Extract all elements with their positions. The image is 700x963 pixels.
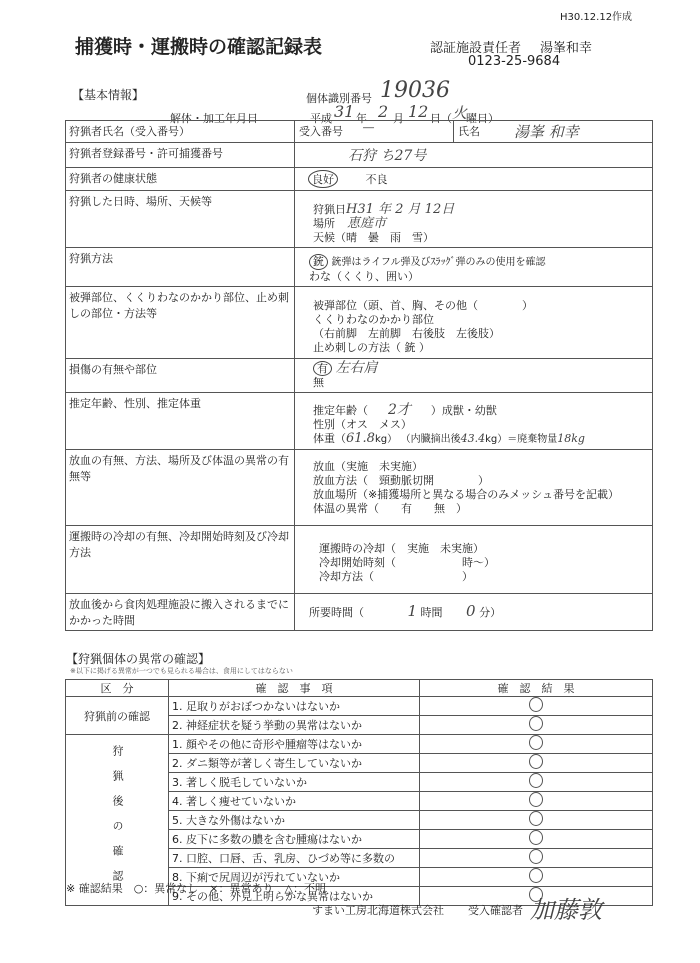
check-item: 8. 下痢で尻周辺が汚れていないか xyxy=(169,868,420,887)
check-item: 9. その他、外見上明らかな異常はないか xyxy=(169,887,420,906)
injury-value: 左右肩 xyxy=(335,360,378,376)
time-label: 放血後から食肉処理施設に搬入されるまでにかかった時間 xyxy=(66,594,295,631)
license-value: 石狩 ち27号 xyxy=(348,148,427,164)
time-h-unit: 時間 xyxy=(420,606,443,619)
body-temp: 体温の異常（ 有 無 ） xyxy=(313,502,467,515)
legend: ※ 確認結果 ○：異常なし ×：異常あり △：不明 xyxy=(66,882,326,895)
bleed-method: 放血方法（ 頸動脈切開 ） xyxy=(313,474,489,487)
receiver-signature: 加藤敦 xyxy=(530,896,602,924)
hit-label: 被弾部位、くくりわなのかかり部位、止め刺しの部位・方法等 xyxy=(66,287,295,359)
year-unit: 年 xyxy=(356,112,367,125)
finish-method: 止め刺しの方法（ 銃 ） xyxy=(313,341,430,354)
hunt-date-label: 狩猟日 xyxy=(313,203,346,216)
name-label: 氏名 xyxy=(453,121,502,142)
check-item: 7. 口腔、口唇、舌、乳房、ひづめ等に多数の xyxy=(169,849,420,868)
ok-mark-icon xyxy=(529,849,543,864)
place-value: 恵庭市 xyxy=(347,216,387,231)
phone: 0123-25-9684 xyxy=(468,54,561,69)
ok-mark-icon xyxy=(529,716,543,731)
ok-mark-icon xyxy=(529,811,543,826)
health-label: 狩猟者の健康状態 xyxy=(66,168,295,191)
ok-mark-icon xyxy=(529,830,543,845)
section-basic: 【基本情報】 xyxy=(72,88,145,102)
col-result: 確 認 結 果 xyxy=(420,680,653,697)
group-after: 狩猟後の確認 xyxy=(66,735,169,906)
check-item: 5. 大きな外傷はないか xyxy=(169,811,420,830)
place-label: 場所 xyxy=(313,217,335,230)
cool-method: 冷却方法（ ） xyxy=(319,570,473,583)
month-unit: 月 xyxy=(393,112,404,125)
weight-label: 体重（ xyxy=(313,432,346,445)
bleed-options: 実施 未実施） xyxy=(346,460,423,473)
time-m-unit: 分） xyxy=(479,606,502,619)
health-bad: 不良 xyxy=(365,173,388,186)
col-class: 区 分 xyxy=(66,680,169,697)
bleed-label-text: 放血（ xyxy=(313,460,346,473)
time-req: 所要時間（ xyxy=(309,606,364,619)
cool-label: 運搬時の冷却（ 実施 未実施） xyxy=(319,542,484,555)
time-minutes: 0 xyxy=(466,602,476,620)
license-label: 狩猟者登録番号・許可捕獲番号 xyxy=(66,143,295,168)
age-value: 2才 xyxy=(388,402,411,418)
abnormal-note: ※以下に掲げる異常が一つでも見られる場合は、食用にしてはならない xyxy=(70,667,293,675)
trap-option: わな（くくり、囲い） xyxy=(309,270,419,283)
estimate-label: 推定年齢、性別、推定体重 xyxy=(66,393,295,450)
day-unit: 日（ xyxy=(430,112,452,125)
check-item: 6. 皮下に多数の膿を含む腫瘍はないか xyxy=(169,830,420,849)
company-name: すまい工房北海道株式会社 xyxy=(312,904,444,917)
check-item: 4. 著しく痩せていないか xyxy=(169,792,420,811)
sex-label: 性別（ xyxy=(313,418,346,431)
cool-start: 冷却開始時刻（ 時～） xyxy=(319,556,495,569)
responsible-label: 認証施設責任者 xyxy=(430,41,522,56)
hit-part: 被弾部位（頭、首、胸、その他（ ） xyxy=(313,299,533,312)
col-item: 確 認 事 項 xyxy=(169,680,420,697)
weekday-unit: 曜日） xyxy=(466,112,499,125)
ok-mark-icon xyxy=(529,735,543,750)
date-label: 解体・加工年月日 xyxy=(170,112,258,125)
check-item: 1. 顔やその他に奇形や腫瘤等はないか xyxy=(169,735,420,754)
ok-mark-icon xyxy=(529,792,543,807)
injury-no: 無 xyxy=(313,376,324,389)
time-hours: 1 xyxy=(407,602,418,620)
gun-note: 銃弾はライフル弾及びｽﾗｯｸﾞ弾のみの使用を確認 xyxy=(331,257,546,268)
section-abnormal: 【狩猟個体の異常の確認】 xyxy=(66,652,211,666)
accept-no-value: ― xyxy=(363,121,374,134)
basic-info-table: 狩猟者氏名（受入番号） 受入番号 ― 氏名 湯峯 和幸 狩猟者登録番号・許可捕獲番号 石狩 ち27号 狩猟者の健康状態 良好 不良 狩猟した日時、場所、天候等 狩猟日H31 年 2 月 12日 場所 恵庭市 天候（晴 曇 雨 雪） 狩猟方法 銃 銃弾はライフル弾及びｽﾗｯｸﾞ弾のみの使用を確認 わな（くくり、囲い） 被弾部位、くくりわなのかかり部位、止め刺しの部位・方法等 被弾部位（頭、首、胸、その他（ ） くくりわなのかかり部位 （右前脚 左前脚 右後肢 左後肢） 止め刺しの方法（ 銃 ） 損傷の有無や部位 有 左右肩 無 推定年齢、性別、推定体重 推定年齢（ 2才 ）成獣・幼獣 性別（オス メス） 体重（61.8kg） （内臓摘出後43.4kg）＝廃棄物量18kg 放血の有無、方法、場所及び体温の異常の有無等 放血（実施 未実施） 放血方法（ 頸動脈切開 ） 放血場所（※捕獲場所と異なる場合のみメッシュ番号を記載） 体温の異常（ 有 無 ） 運搬時の冷却の有無、冷却開始時刻及び冷却方法 運搬時の冷却（ 実施 未実施） 冷却開始時刻（ 時～） 冷却方法（ ） 放血後から食肉処理施設に搬入されるまでにかかった時間 所要時間（ 1 時間 0 分） xyxy=(65,120,653,631)
waste-value: 18kg xyxy=(557,432,585,445)
injury-label: 損傷の有無や部位 xyxy=(66,359,295,393)
group-before: 狩猟前の確認 xyxy=(66,697,169,735)
transport-label: 運搬時の冷却の有無、冷却開始時刻及び冷却方法 xyxy=(66,526,295,594)
organ-label: （内臓摘出後 xyxy=(400,434,461,445)
receiver-label: 受入確認者 xyxy=(468,904,523,917)
name-value: 湯峯 和幸 xyxy=(514,123,579,141)
abnormal-check-table xyxy=(65,679,653,906)
organ-unit: kg）＝廃棄物量 xyxy=(485,434,558,445)
ok-mark-icon xyxy=(529,697,543,712)
check-item: 3. 著しく脱毛していないか xyxy=(169,773,420,792)
bleed-place: 放血場所（※捕獲場所と異なる場合のみメッシュ番号を記載） xyxy=(313,488,619,501)
hunter-name-label: 狩猟者氏名（受入番号） xyxy=(66,121,295,143)
organ-value: 43.4 xyxy=(460,432,486,445)
ok-mark-icon xyxy=(529,868,543,883)
ok-mark-icon xyxy=(529,754,543,769)
responsible-name: 湯峯和幸 xyxy=(540,41,593,56)
trap-part: くくりわなのかかり部位 xyxy=(313,313,434,326)
check-item: 1. 足取りがおぼつかないはないか xyxy=(169,697,420,716)
page-title: 捕獲時・運搬時の確認記録表 xyxy=(75,36,323,58)
hunt-when-label: 狩猟した日時、場所、天候等 xyxy=(66,191,295,248)
gun-option: 銃 xyxy=(309,254,328,270)
weather-label: 天候 xyxy=(313,231,335,244)
weekday: 火 xyxy=(452,104,468,122)
day: 12 xyxy=(408,102,429,121)
check-item: 2. ダニ類等が著しく寄生していないか xyxy=(169,754,420,773)
sex-options: オス メス xyxy=(346,418,401,431)
hunt-date-value: H31 年 2 月 12日 xyxy=(346,202,455,217)
ok-mark-icon xyxy=(529,773,543,788)
weather-options: 晴 曇 雨 雪 xyxy=(346,231,423,244)
id-value: 19036 xyxy=(380,78,450,103)
weight-unit: kg） xyxy=(374,434,398,445)
health-good: 良好 xyxy=(308,170,338,188)
injury-yes: 有 xyxy=(313,361,332,376)
created-date: H30.12.12作成 xyxy=(560,12,633,23)
weight-value: 61.8 xyxy=(346,431,375,446)
year: 31 xyxy=(334,102,355,121)
bleed-label: 放血の有無、方法、場所及び体温の異常の有無等 xyxy=(66,450,295,526)
legs: （右前脚 左前脚 右後肢 左後肢） xyxy=(313,327,500,340)
era: 平成 xyxy=(310,112,332,125)
month: 2 xyxy=(378,102,389,121)
accept-no-label: 受入番号 xyxy=(299,125,343,138)
check-item: 2. 神経症状を疑う挙動の異常はないか xyxy=(169,716,420,735)
age-options: ）成獣・幼獣 xyxy=(430,404,497,417)
id-label: 個体識別番号 xyxy=(306,92,372,105)
age-label: 推定年齢（ xyxy=(313,404,368,417)
method-label: 狩猟方法 xyxy=(66,248,295,287)
